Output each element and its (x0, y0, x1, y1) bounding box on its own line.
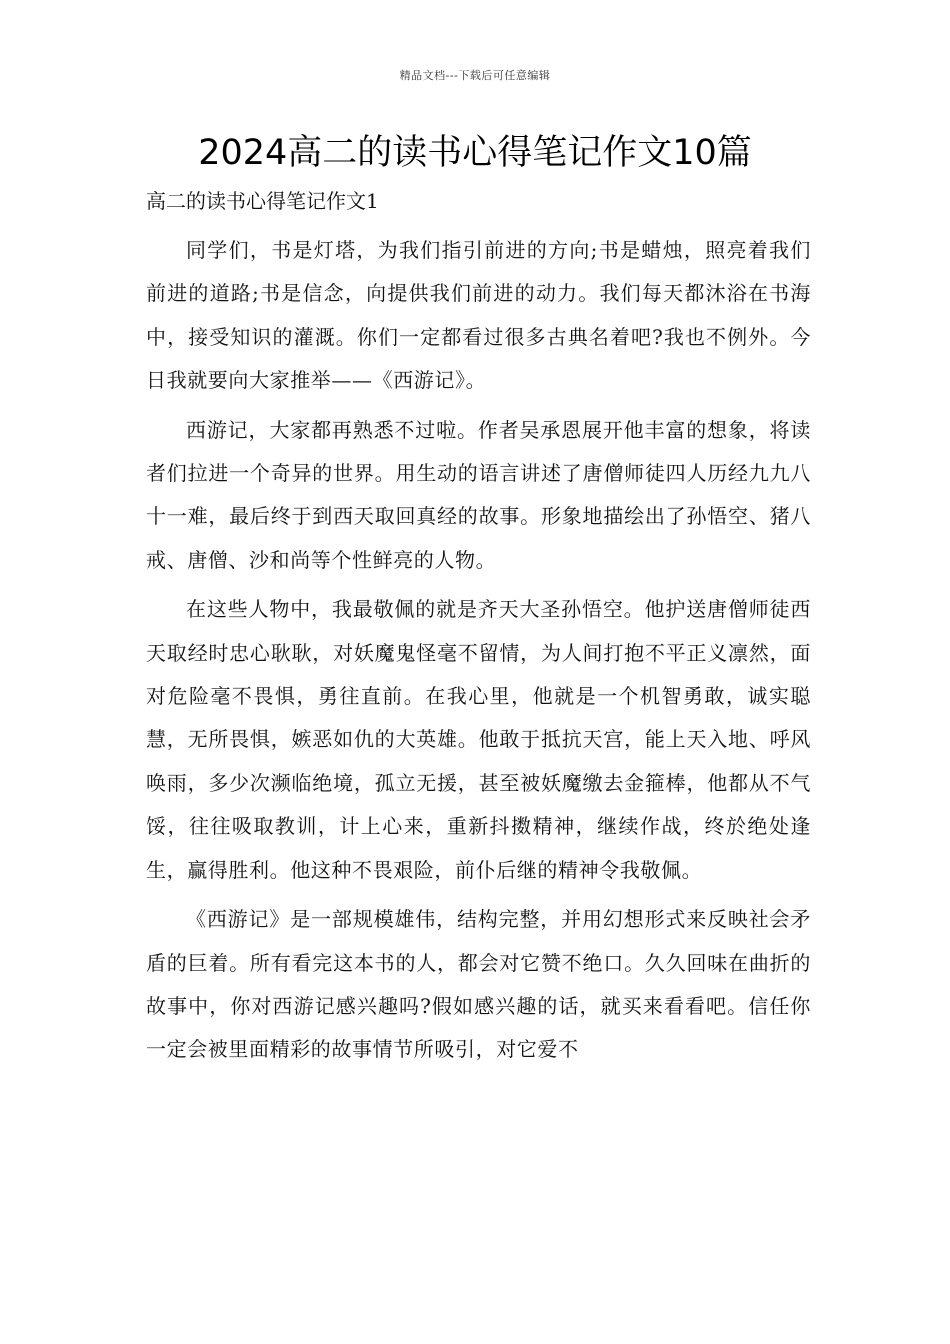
document-body (146, 229, 811, 1078)
paragraph: 同学们，书是灯塔，为我们指引前进的方向;书是蜡烛，照亮着我们前进的道路;书是信念，向提供我们前进的动力。我们每天都沐浴在书海中，接受知识的灌溉。你们一定都看过很多古典名着吧?我也不例外。今日我就要向大家推举——《西游记》。 (146, 238, 811, 393)
paragraph: 《西游记》是一部规模雄伟，结构完整，并用幻想形式来反映社会矛盾的巨着。所有看完这本书的人，都会对它赞不绝口。久久回味在曲折的故事中，你对西游记感兴趣吗?假如感兴趣的话，就买来看看吧。信任你一定会被里面精彩的故事情节所吸引，对它爱不 (146, 907, 811, 1062)
header-note: 精品文档---下载后可任意编辑 (399, 69, 551, 82)
document-title: 2024高二的读书心得笔记作文10篇 (198, 133, 752, 173)
section-heading: 高二的读书心得笔记作文1 (146, 189, 379, 213)
paragraph: 在这些人物中，我最敬佩的就是齐天大圣孙悟空。他护送唐僧师徒西天取经时忠心耿耿，对妖魔鬼怪毫不留情，为人间打抱不平正义凛然，面对危险毫不畏惧，勇往直前。在我心里，他就是一个机智勇敢，诚实聪慧，无所畏惧，嫉恶如仇的大英雄。他敢于抵抗天宫，能上天入地、呼风唤雨，多少次濒临绝境，孤立无援，甚至被妖魔缴去金箍棒，他都从不气馁，往往吸取教训，计上心来，重新抖擞精神，继续作战，终於绝处逢生，赢得胜利。他这种不畏艰险，前仆后继的精神令我敬佩。 (146, 597, 811, 882)
paragraph: 西游记，大家都再熟悉不过啦。作者吴承恩展开他丰富的想象，将读者们拉进一个奇异的世界。用生动的语言讲述了唐僧师徒四人历经九九八十一难，最后终于到西天取回真经的故事。形象地描绘出了孙悟空、猪八戒、唐僧、沙和尚等个性鲜亮的人物。 (146, 417, 811, 572)
